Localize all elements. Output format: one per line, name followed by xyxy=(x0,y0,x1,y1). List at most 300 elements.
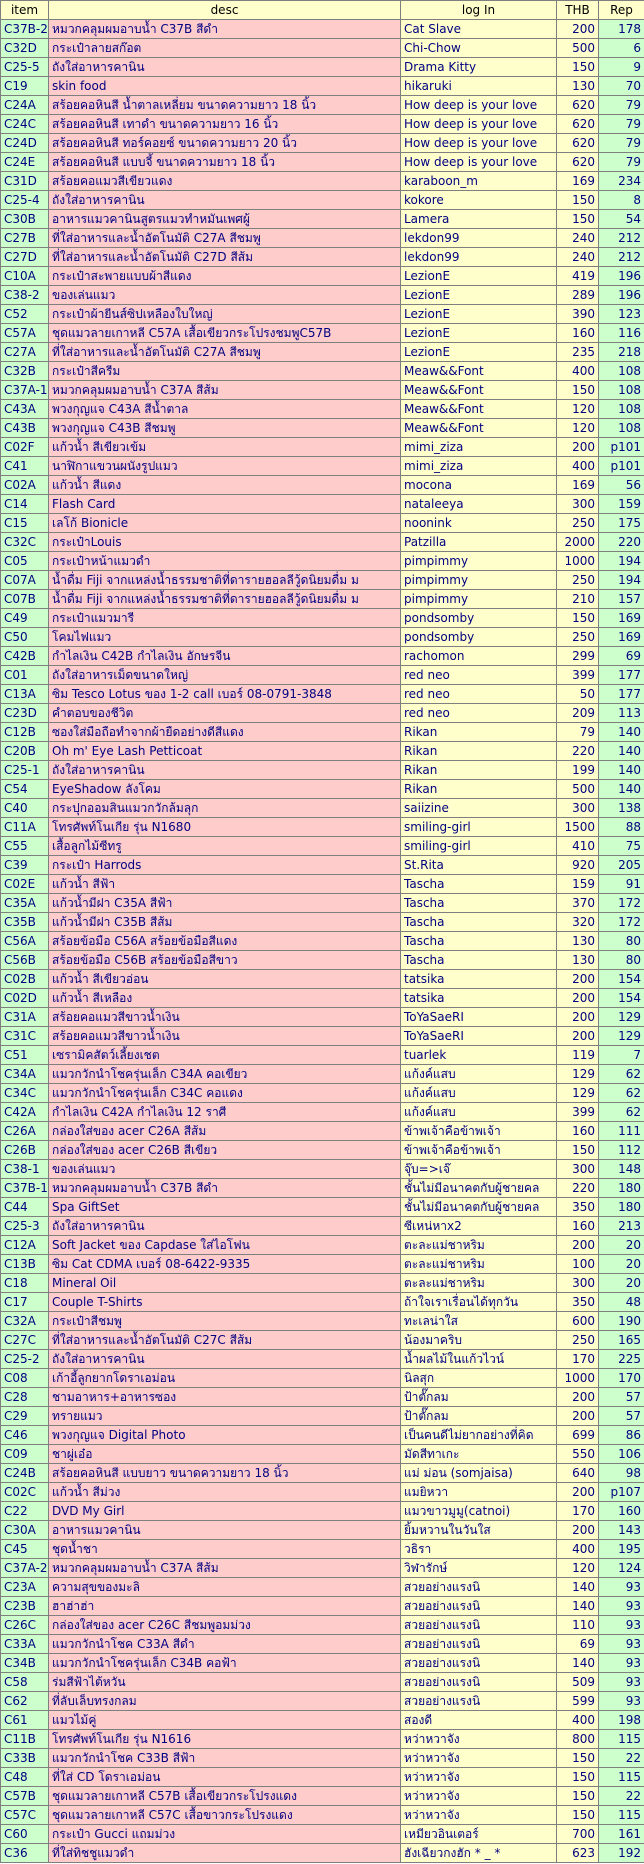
thb-cell[interactable]: 199 xyxy=(557,761,599,780)
log-in-cell[interactable]: ToYaSaeRI xyxy=(401,1008,557,1027)
desc-cell[interactable]: หมวกคลุมผมอาบน้ำ C37A สีส้ม xyxy=(49,381,401,400)
item-cell[interactable]: C24C xyxy=(1,115,49,134)
item-cell[interactable]: C31C xyxy=(1,1027,49,1046)
log-in-cell[interactable]: ข้าพเจ้าคือข้าพเจ้า xyxy=(401,1122,557,1141)
thb-cell[interactable]: 600 xyxy=(557,1312,599,1331)
rep-cell[interactable]: 79 xyxy=(599,153,644,172)
thb-cell[interactable]: 300 xyxy=(557,495,599,514)
item-cell[interactable]: C55 xyxy=(1,837,49,856)
desc-cell[interactable]: Spa GiftSet xyxy=(49,1198,401,1217)
desc-cell[interactable]: ชุดน้ำชา xyxy=(49,1540,401,1559)
item-cell[interactable]: C35A xyxy=(1,894,49,913)
item-cell[interactable]: C13A xyxy=(1,685,49,704)
rep-cell[interactable]: 192 xyxy=(599,1844,644,1863)
thb-cell[interactable]: 1000 xyxy=(557,552,599,571)
thb-cell[interactable]: 150 xyxy=(557,210,599,229)
log-in-cell[interactable]: tatsika xyxy=(401,989,557,1008)
rep-cell[interactable]: 225 xyxy=(599,1350,644,1369)
rep-cell[interactable]: 108 xyxy=(599,381,644,400)
rep-cell[interactable]: 20 xyxy=(599,1255,644,1274)
log-in-cell[interactable]: Tascha xyxy=(401,894,557,913)
item-cell[interactable]: C11B xyxy=(1,1730,49,1749)
log-in-cell[interactable]: ทะเลน่าใส xyxy=(401,1312,557,1331)
log-in-cell[interactable]: Meaw&&Font xyxy=(401,362,557,381)
item-cell[interactable]: C23D xyxy=(1,704,49,723)
log-in-cell[interactable]: สวยอย่างแรงนิ xyxy=(401,1673,557,1692)
item-cell[interactable]: C02B xyxy=(1,970,49,989)
log-in-cell[interactable]: lekdon99 xyxy=(401,229,557,248)
log-in-cell[interactable]: Tascha xyxy=(401,875,557,894)
item-cell[interactable]: C43A xyxy=(1,400,49,419)
desc-cell[interactable]: ที่ลับเล็บทรงกลม xyxy=(49,1692,401,1711)
rep-cell[interactable]: 111 xyxy=(599,1122,644,1141)
log-in-cell[interactable]: ชั้นไม่มีอนาคตกับผู้ชายคล xyxy=(401,1179,557,1198)
log-in-cell[interactable]: LezionE xyxy=(401,267,557,286)
item-cell[interactable]: C31D xyxy=(1,172,49,191)
desc-cell[interactable]: กระปุกออมสินแมวกวักล้มลุก xyxy=(49,799,401,818)
desc-cell[interactable]: หมวกคลุมผมอาบน้ำ C37B สีดำ xyxy=(49,1179,401,1198)
rep-cell[interactable]: 175 xyxy=(599,514,644,533)
item-cell[interactable]: C49 xyxy=(1,609,49,628)
log-in-cell[interactable]: noonink xyxy=(401,514,557,533)
thb-cell[interactable]: 150 xyxy=(557,609,599,628)
thb-cell[interactable]: 110 xyxy=(557,1616,599,1635)
desc-cell[interactable]: ชาผู่เอ๋อ xyxy=(49,1445,401,1464)
rep-cell[interactable]: 75 xyxy=(599,837,644,856)
item-cell[interactable]: C32B xyxy=(1,362,49,381)
item-cell[interactable]: C51 xyxy=(1,1046,49,1065)
item-cell[interactable]: C02D xyxy=(1,989,49,1008)
item-cell[interactable]: C28 xyxy=(1,1388,49,1407)
desc-cell[interactable]: แก้วน้ำ สีม่วง xyxy=(49,1483,401,1502)
desc-cell[interactable]: โคมไฟแมว xyxy=(49,628,401,647)
thb-cell[interactable]: 920 xyxy=(557,856,599,875)
item-cell[interactable]: C20B xyxy=(1,742,49,761)
item-cell[interactable]: C33A xyxy=(1,1635,49,1654)
thb-cell[interactable]: 410 xyxy=(557,837,599,856)
thb-cell[interactable]: 1000 xyxy=(557,1369,599,1388)
thb-cell[interactable]: 220 xyxy=(557,742,599,761)
rep-cell[interactable]: 20 xyxy=(599,1236,644,1255)
thb-cell[interactable]: 700 xyxy=(557,1825,599,1844)
log-in-cell[interactable]: จุ๊บ=>เจ๊ xyxy=(401,1160,557,1179)
item-cell[interactable]: C25-5 xyxy=(1,58,49,77)
desc-cell[interactable]: อาหารแมวคานินสูตรแมวทำหมันเพศผู้ xyxy=(49,210,401,229)
rep-cell[interactable]: 154 xyxy=(599,989,644,1008)
thb-cell[interactable]: 160 xyxy=(557,1122,599,1141)
thb-cell[interactable]: 240 xyxy=(557,248,599,267)
rep-cell[interactable]: p101 xyxy=(599,438,644,457)
rep-cell[interactable]: 56 xyxy=(599,476,644,495)
item-cell[interactable]: C57A xyxy=(1,324,49,343)
log-in-cell[interactable]: ถ้าใจเราเรื่อนได้ทุกวัน xyxy=(401,1293,557,1312)
desc-cell[interactable]: แมวกวักนำโชค C33B สีฟ้า xyxy=(49,1749,401,1768)
item-cell[interactable]: C37A-2 xyxy=(1,1559,49,1578)
thb-cell[interactable]: 320 xyxy=(557,913,599,932)
item-cell[interactable]: C24B xyxy=(1,1464,49,1483)
item-cell[interactable]: C30A xyxy=(1,1521,49,1540)
log-in-cell[interactable]: Tascha xyxy=(401,913,557,932)
rep-cell[interactable]: 93 xyxy=(599,1578,644,1597)
desc-cell[interactable]: Flash Card xyxy=(49,495,401,514)
thb-cell[interactable]: 159 xyxy=(557,875,599,894)
log-in-cell[interactable]: แมวขาวมูมู(catnoi) xyxy=(401,1502,557,1521)
rep-cell[interactable]: 180 xyxy=(599,1179,644,1198)
rep-cell[interactable]: 108 xyxy=(599,419,644,438)
desc-cell[interactable]: กำไลเงิน C42A กำไลเงิน 12 ราศี xyxy=(49,1103,401,1122)
rep-cell[interactable]: 177 xyxy=(599,685,644,704)
desc-cell[interactable]: แมวกวักนำโชครุ่นเล็ก C34C คอแดง xyxy=(49,1084,401,1103)
log-in-cell[interactable]: red neo xyxy=(401,666,557,685)
item-cell[interactable]: C11A xyxy=(1,818,49,837)
log-in-cell[interactable]: saiizine xyxy=(401,799,557,818)
thb-cell[interactable]: 200 xyxy=(557,1027,599,1046)
thb-cell[interactable]: 800 xyxy=(557,1730,599,1749)
item-cell[interactable]: C44 xyxy=(1,1198,49,1217)
item-cell[interactable]: C36 xyxy=(1,1844,49,1863)
thb-cell[interactable]: 500 xyxy=(557,780,599,799)
thb-cell[interactable]: 620 xyxy=(557,115,599,134)
thb-cell[interactable]: 300 xyxy=(557,1160,599,1179)
desc-cell[interactable]: แมวไม้คู่ xyxy=(49,1711,401,1730)
thb-cell[interactable]: 200 xyxy=(557,1521,599,1540)
rep-cell[interactable]: 140 xyxy=(599,761,644,780)
log-in-cell[interactable]: สวยอย่างแรงนิ xyxy=(401,1654,557,1673)
rep-cell[interactable]: 154 xyxy=(599,970,644,989)
desc-cell[interactable]: skin food xyxy=(49,77,401,96)
desc-cell[interactable]: น้ำดื่ม Fiji จากแหล่งน้ำธรรมชาติที่ดารายฮอลลีวู้ดนิยมดื่ม ม xyxy=(49,571,401,590)
rep-cell[interactable]: 172 xyxy=(599,894,644,913)
desc-cell[interactable]: กระเป๋าLouis xyxy=(49,533,401,552)
rep-cell[interactable]: 54 xyxy=(599,210,644,229)
log-in-cell[interactable]: Tascha xyxy=(401,951,557,970)
log-in-cell[interactable]: ป้าตั๊กลม xyxy=(401,1388,557,1407)
thb-cell[interactable]: 200 xyxy=(557,1008,599,1027)
item-cell[interactable]: C15 xyxy=(1,514,49,533)
column-header-rep[interactable]: Rep xyxy=(599,1,644,20)
thb-cell[interactable]: 390 xyxy=(557,305,599,324)
item-cell[interactable]: C26B xyxy=(1,1141,49,1160)
item-cell[interactable]: C14 xyxy=(1,495,49,514)
desc-cell[interactable]: ที่ใส่อาหารและน้ำอัตโนมัติ C27A สีชมพู xyxy=(49,229,401,248)
item-cell[interactable]: C25-1 xyxy=(1,761,49,780)
item-cell[interactable]: C23A xyxy=(1,1578,49,1597)
rep-cell[interactable]: 108 xyxy=(599,400,644,419)
thb-cell[interactable]: 200 xyxy=(557,1407,599,1426)
rep-cell[interactable]: 86 xyxy=(599,1426,644,1445)
desc-cell[interactable]: ถังใส่อาหารคานิน xyxy=(49,58,401,77)
desc-cell[interactable]: กระเป๋าสะพายแบบผ้าสีแดง xyxy=(49,267,401,286)
thb-cell[interactable]: 1500 xyxy=(557,818,599,837)
item-cell[interactable]: C45 xyxy=(1,1540,49,1559)
desc-cell[interactable]: ถังใส่อาหารเม็ดขนาดใหญ่ xyxy=(49,666,401,685)
thb-cell[interactable]: 220 xyxy=(557,1179,599,1198)
log-in-cell[interactable]: สวยอย่างแรงนิ xyxy=(401,1578,557,1597)
desc-cell[interactable]: สร้อยคอหินสี น้ำตาลเหลี่ยม ขนาดความยาว 18 นิ้ว xyxy=(49,96,401,115)
item-cell[interactable]: C23B xyxy=(1,1597,49,1616)
rep-cell[interactable]: 62 xyxy=(599,1084,644,1103)
rep-cell[interactable]: 48 xyxy=(599,1293,644,1312)
desc-cell[interactable]: แมวกวักนำโชครุ่นเล็ก C34B คอฟ้า xyxy=(49,1654,401,1673)
rep-cell[interactable]: p101 xyxy=(599,457,644,476)
desc-cell[interactable]: หมวกคลุมผมอาบน้ำ C37A สีส้ม xyxy=(49,1559,401,1578)
desc-cell[interactable]: พวงกุญแจ Digital Photo xyxy=(49,1426,401,1445)
thb-cell[interactable]: 69 xyxy=(557,1635,599,1654)
desc-cell[interactable]: โทรศัพท์โนเกีย รุ่น N1680 xyxy=(49,818,401,837)
item-cell[interactable]: C27D xyxy=(1,248,49,267)
thb-cell[interactable]: 169 xyxy=(557,172,599,191)
log-in-cell[interactable]: Meaw&&Font xyxy=(401,381,557,400)
log-in-cell[interactable]: How deep is your love xyxy=(401,134,557,153)
thb-cell[interactable]: 300 xyxy=(557,1274,599,1293)
item-cell[interactable]: C37B-1 xyxy=(1,1179,49,1198)
item-cell[interactable]: C05 xyxy=(1,552,49,571)
log-in-cell[interactable]: red neo xyxy=(401,704,557,723)
log-in-cell[interactable]: tatsika xyxy=(401,970,557,989)
log-in-cell[interactable]: เหมียวอินเตอร์ xyxy=(401,1825,557,1844)
log-in-cell[interactable]: สองดี xyxy=(401,1711,557,1730)
thb-cell[interactable]: 100 xyxy=(557,1255,599,1274)
log-in-cell[interactable]: นิลสุก xyxy=(401,1369,557,1388)
item-cell[interactable]: C38-1 xyxy=(1,1160,49,1179)
desc-cell[interactable]: แมวกวักนำโชค C33A สีดำ xyxy=(49,1635,401,1654)
thb-cell[interactable]: 620 xyxy=(557,134,599,153)
item-cell[interactable]: C57C xyxy=(1,1806,49,1825)
thb-cell[interactable]: 400 xyxy=(557,1540,599,1559)
rep-cell[interactable]: 165 xyxy=(599,1331,644,1350)
thb-cell[interactable]: 150 xyxy=(557,1768,599,1787)
log-in-cell[interactable]: kokore xyxy=(401,191,557,210)
item-cell[interactable]: C54 xyxy=(1,780,49,799)
thb-cell[interactable]: 150 xyxy=(557,1787,599,1806)
rep-cell[interactable]: 140 xyxy=(599,780,644,799)
desc-cell[interactable]: กล่องใส่ของ acer C26A สีส้ม xyxy=(49,1122,401,1141)
log-in-cell[interactable]: Patzilla xyxy=(401,533,557,552)
item-cell[interactable]: C32D xyxy=(1,39,49,58)
log-in-cell[interactable]: ToYaSaeRI xyxy=(401,1027,557,1046)
log-in-cell[interactable]: ชั้นไม่มีอนาคตกับผู้ชายคล xyxy=(401,1198,557,1217)
log-in-cell[interactable]: red neo xyxy=(401,685,557,704)
log-in-cell[interactable]: pimpimmy xyxy=(401,552,557,571)
thb-cell[interactable]: 200 xyxy=(557,1236,599,1255)
log-in-cell[interactable]: แม่ ม่อน (somjaisa) xyxy=(401,1464,557,1483)
rep-cell[interactable]: 70 xyxy=(599,77,644,96)
log-in-cell[interactable]: แก้งค์แสบ xyxy=(401,1065,557,1084)
thb-cell[interactable]: 623 xyxy=(557,1844,599,1863)
log-in-cell[interactable]: สวยอย่างแรงนิ xyxy=(401,1692,557,1711)
desc-cell[interactable]: เสื้อลูกไม้ซีทรู xyxy=(49,837,401,856)
item-cell[interactable]: C37A-1 xyxy=(1,381,49,400)
item-cell[interactable]: C22 xyxy=(1,1502,49,1521)
rep-cell[interactable]: 79 xyxy=(599,134,644,153)
log-in-cell[interactable]: rachomon xyxy=(401,647,557,666)
rep-cell[interactable]: 159 xyxy=(599,495,644,514)
log-in-cell[interactable]: ป้าตั๊กลม xyxy=(401,1407,557,1426)
thb-cell[interactable]: 170 xyxy=(557,1502,599,1521)
desc-cell[interactable]: ที่ใส่อาหารและน้ำอัตโนมัติ C27A สีชมพู xyxy=(49,343,401,362)
thb-cell[interactable]: 400 xyxy=(557,362,599,381)
desc-cell[interactable]: น้ำดื่ม Fiji จากแหล่งน้ำธรรมชาติที่ดารายฮอลลีวู้ดนิยมดื่ม ม xyxy=(49,590,401,609)
rep-cell[interactable]: 195 xyxy=(599,1540,644,1559)
desc-cell[interactable]: ร่มสีฟ้าไต้หวัน xyxy=(49,1673,401,1692)
thb-cell[interactable]: 620 xyxy=(557,96,599,115)
rep-cell[interactable]: 62 xyxy=(599,1065,644,1084)
thb-cell[interactable]: 120 xyxy=(557,419,599,438)
rep-cell[interactable]: 91 xyxy=(599,875,644,894)
rep-cell[interactable]: 129 xyxy=(599,1008,644,1027)
log-in-cell[interactable]: ตะละแม่ชาหริม xyxy=(401,1236,557,1255)
desc-cell[interactable]: เก้าอี้ลูกยากโดราเอม่อน xyxy=(49,1369,401,1388)
item-cell[interactable]: C24D xyxy=(1,134,49,153)
item-cell[interactable]: C29 xyxy=(1,1407,49,1426)
rep-cell[interactable]: 212 xyxy=(599,248,644,267)
rep-cell[interactable]: 79 xyxy=(599,96,644,115)
log-in-cell[interactable]: mocona xyxy=(401,476,557,495)
item-cell[interactable]: C56A xyxy=(1,932,49,951)
log-in-cell[interactable]: แก้งค์แสบ xyxy=(401,1103,557,1122)
item-cell[interactable]: C39 xyxy=(1,856,49,875)
desc-cell[interactable]: ชามอาหาร+อาหารซอง xyxy=(49,1388,401,1407)
thb-cell[interactable]: 300 xyxy=(557,799,599,818)
desc-cell[interactable]: ฮาฮ่าฮ่า xyxy=(49,1597,401,1616)
log-in-cell[interactable]: หว่าหวาจัง xyxy=(401,1749,557,1768)
log-in-cell[interactable]: Rikan xyxy=(401,723,557,742)
desc-cell[interactable]: กระเป๋าสีครีม xyxy=(49,362,401,381)
item-cell[interactable]: C34C xyxy=(1,1084,49,1103)
item-cell[interactable]: C42B xyxy=(1,647,49,666)
desc-cell[interactable]: กระเป๋าแมวมารี xyxy=(49,609,401,628)
rep-cell[interactable]: 177 xyxy=(599,666,644,685)
log-in-cell[interactable]: แมยิหวา xyxy=(401,1483,557,1502)
log-in-cell[interactable]: mimi_ziza xyxy=(401,438,557,457)
rep-cell[interactable]: 129 xyxy=(599,1027,644,1046)
rep-cell[interactable]: 205 xyxy=(599,856,644,875)
desc-cell[interactable]: กล่องใส่ของ acer C26B สีเขียว xyxy=(49,1141,401,1160)
rep-cell[interactable]: 161 xyxy=(599,1825,644,1844)
thb-cell[interactable]: 250 xyxy=(557,571,599,590)
log-in-cell[interactable]: หว่าหวาจัง xyxy=(401,1730,557,1749)
desc-cell[interactable]: สร้อยคอหินสี แบบยาว ขนาดความยาว 18 นิ้ว xyxy=(49,1464,401,1483)
log-in-cell[interactable]: Lamera xyxy=(401,210,557,229)
item-cell[interactable]: C09 xyxy=(1,1445,49,1464)
desc-cell[interactable]: ที่ใส่อาหารและน้ำอัตโนมัติ C27C สีส้ม xyxy=(49,1331,401,1350)
thb-cell[interactable]: 370 xyxy=(557,894,599,913)
rep-cell[interactable]: 196 xyxy=(599,267,644,286)
item-cell[interactable]: C26C xyxy=(1,1616,49,1635)
item-cell[interactable]: C25-3 xyxy=(1,1217,49,1236)
rep-cell[interactable]: 113 xyxy=(599,704,644,723)
thb-cell[interactable]: 2000 xyxy=(557,533,599,552)
log-in-cell[interactable]: เป็นคนดีไม่ยากอย่างที่คิด xyxy=(401,1426,557,1445)
log-in-cell[interactable]: tuarlek xyxy=(401,1046,557,1065)
rep-cell[interactable]: 180 xyxy=(599,1198,644,1217)
log-in-cell[interactable]: pondsomby xyxy=(401,609,557,628)
column-header-log-in[interactable]: log In xyxy=(401,1,557,20)
log-in-cell[interactable]: pondsomby xyxy=(401,628,557,647)
log-in-cell[interactable]: มัดสีทาเกะ xyxy=(401,1445,557,1464)
thb-cell[interactable]: 160 xyxy=(557,324,599,343)
log-in-cell[interactable]: หว่าหวาจัง xyxy=(401,1787,557,1806)
item-cell[interactable]: C18 xyxy=(1,1274,49,1293)
rep-cell[interactable]: 69 xyxy=(599,647,644,666)
thb-cell[interactable]: 150 xyxy=(557,1141,599,1160)
rep-cell[interactable]: 80 xyxy=(599,932,644,951)
thb-cell[interactable]: 209 xyxy=(557,704,599,723)
desc-cell[interactable]: แก้วน้ำมีฝา C35A สีฟ้า xyxy=(49,894,401,913)
log-in-cell[interactable]: How deep is your love xyxy=(401,115,557,134)
rep-cell[interactable]: 138 xyxy=(599,799,644,818)
thb-cell[interactable]: 140 xyxy=(557,1597,599,1616)
thb-cell[interactable]: 250 xyxy=(557,1331,599,1350)
item-cell[interactable]: C17 xyxy=(1,1293,49,1312)
item-cell[interactable]: C08 xyxy=(1,1369,49,1388)
log-in-cell[interactable]: ยิ้มหวานในวันใส xyxy=(401,1521,557,1540)
desc-cell[interactable]: คำตอบของชีวิต xyxy=(49,704,401,723)
item-cell[interactable]: C01 xyxy=(1,666,49,685)
desc-cell[interactable]: แก้วน้ำ สีแดง xyxy=(49,476,401,495)
item-cell[interactable]: C10A xyxy=(1,267,49,286)
desc-cell[interactable]: เลโก้ Bionicle xyxy=(49,514,401,533)
item-cell[interactable]: C32C xyxy=(1,533,49,552)
log-in-cell[interactable]: pimpimmy xyxy=(401,590,557,609)
log-in-cell[interactable]: LezionE xyxy=(401,286,557,305)
thb-cell[interactable]: 140 xyxy=(557,1578,599,1597)
log-in-cell[interactable]: น้องมาคริบ xyxy=(401,1331,557,1350)
log-in-cell[interactable]: smiling-girl xyxy=(401,818,557,837)
item-cell[interactable]: C46 xyxy=(1,1426,49,1445)
desc-cell[interactable]: แก้วน้ำ สีฟ้า xyxy=(49,875,401,894)
rep-cell[interactable]: 220 xyxy=(599,533,644,552)
column-header-desc[interactable]: desc xyxy=(49,1,401,20)
rep-cell[interactable]: 140 xyxy=(599,742,644,761)
thb-cell[interactable]: 129 xyxy=(557,1084,599,1103)
rep-cell[interactable]: 196 xyxy=(599,286,644,305)
thb-cell[interactable]: 150 xyxy=(557,191,599,210)
desc-cell[interactable]: พวงกุญแจ C43B สีชมพู xyxy=(49,419,401,438)
desc-cell[interactable]: ชุดแมวลายเกาหลี C57C เสื้อขาวกระโปรงแดง xyxy=(49,1806,401,1825)
thb-cell[interactable]: 350 xyxy=(557,1198,599,1217)
thb-cell[interactable]: 210 xyxy=(557,590,599,609)
rep-cell[interactable]: 57 xyxy=(599,1407,644,1426)
rep-cell[interactable]: 93 xyxy=(599,1635,644,1654)
desc-cell[interactable]: ของเล่นแมว xyxy=(49,1160,401,1179)
log-in-cell[interactable]: nataleeya xyxy=(401,495,557,514)
rep-cell[interactable]: 116 xyxy=(599,324,644,343)
item-cell[interactable]: C60 xyxy=(1,1825,49,1844)
item-cell[interactable]: C31A xyxy=(1,1008,49,1027)
log-in-cell[interactable]: ฮังเฉียวกงฮัก * _ * xyxy=(401,1844,557,1863)
desc-cell[interactable]: สร้อยข้อมือ C56A สร้อยข้อมือสีแดง xyxy=(49,932,401,951)
desc-cell[interactable]: ถังใส่อาหารคานิน xyxy=(49,1350,401,1369)
thb-cell[interactable]: 550 xyxy=(557,1445,599,1464)
desc-cell[interactable]: นาฬิกาแขวนผนังรูปแมว xyxy=(49,457,401,476)
log-in-cell[interactable]: Rikan xyxy=(401,780,557,799)
thb-cell[interactable]: 140 xyxy=(557,1654,599,1673)
rep-cell[interactable]: 20 xyxy=(599,1274,644,1293)
thb-cell[interactable]: 150 xyxy=(557,381,599,400)
thb-cell[interactable]: 200 xyxy=(557,1483,599,1502)
thb-cell[interactable]: 400 xyxy=(557,457,599,476)
rep-cell[interactable]: 93 xyxy=(599,1616,644,1635)
item-cell[interactable]: C25-2 xyxy=(1,1350,49,1369)
log-in-cell[interactable]: karaboon_m xyxy=(401,172,557,191)
log-in-cell[interactable]: Cat Slave xyxy=(401,20,557,39)
item-cell[interactable]: C02C xyxy=(1,1483,49,1502)
thb-cell[interactable]: 699 xyxy=(557,1426,599,1445)
desc-cell[interactable]: Mineral Oil xyxy=(49,1274,401,1293)
log-in-cell[interactable]: Drama Kitty xyxy=(401,58,557,77)
thb-cell[interactable]: 399 xyxy=(557,666,599,685)
